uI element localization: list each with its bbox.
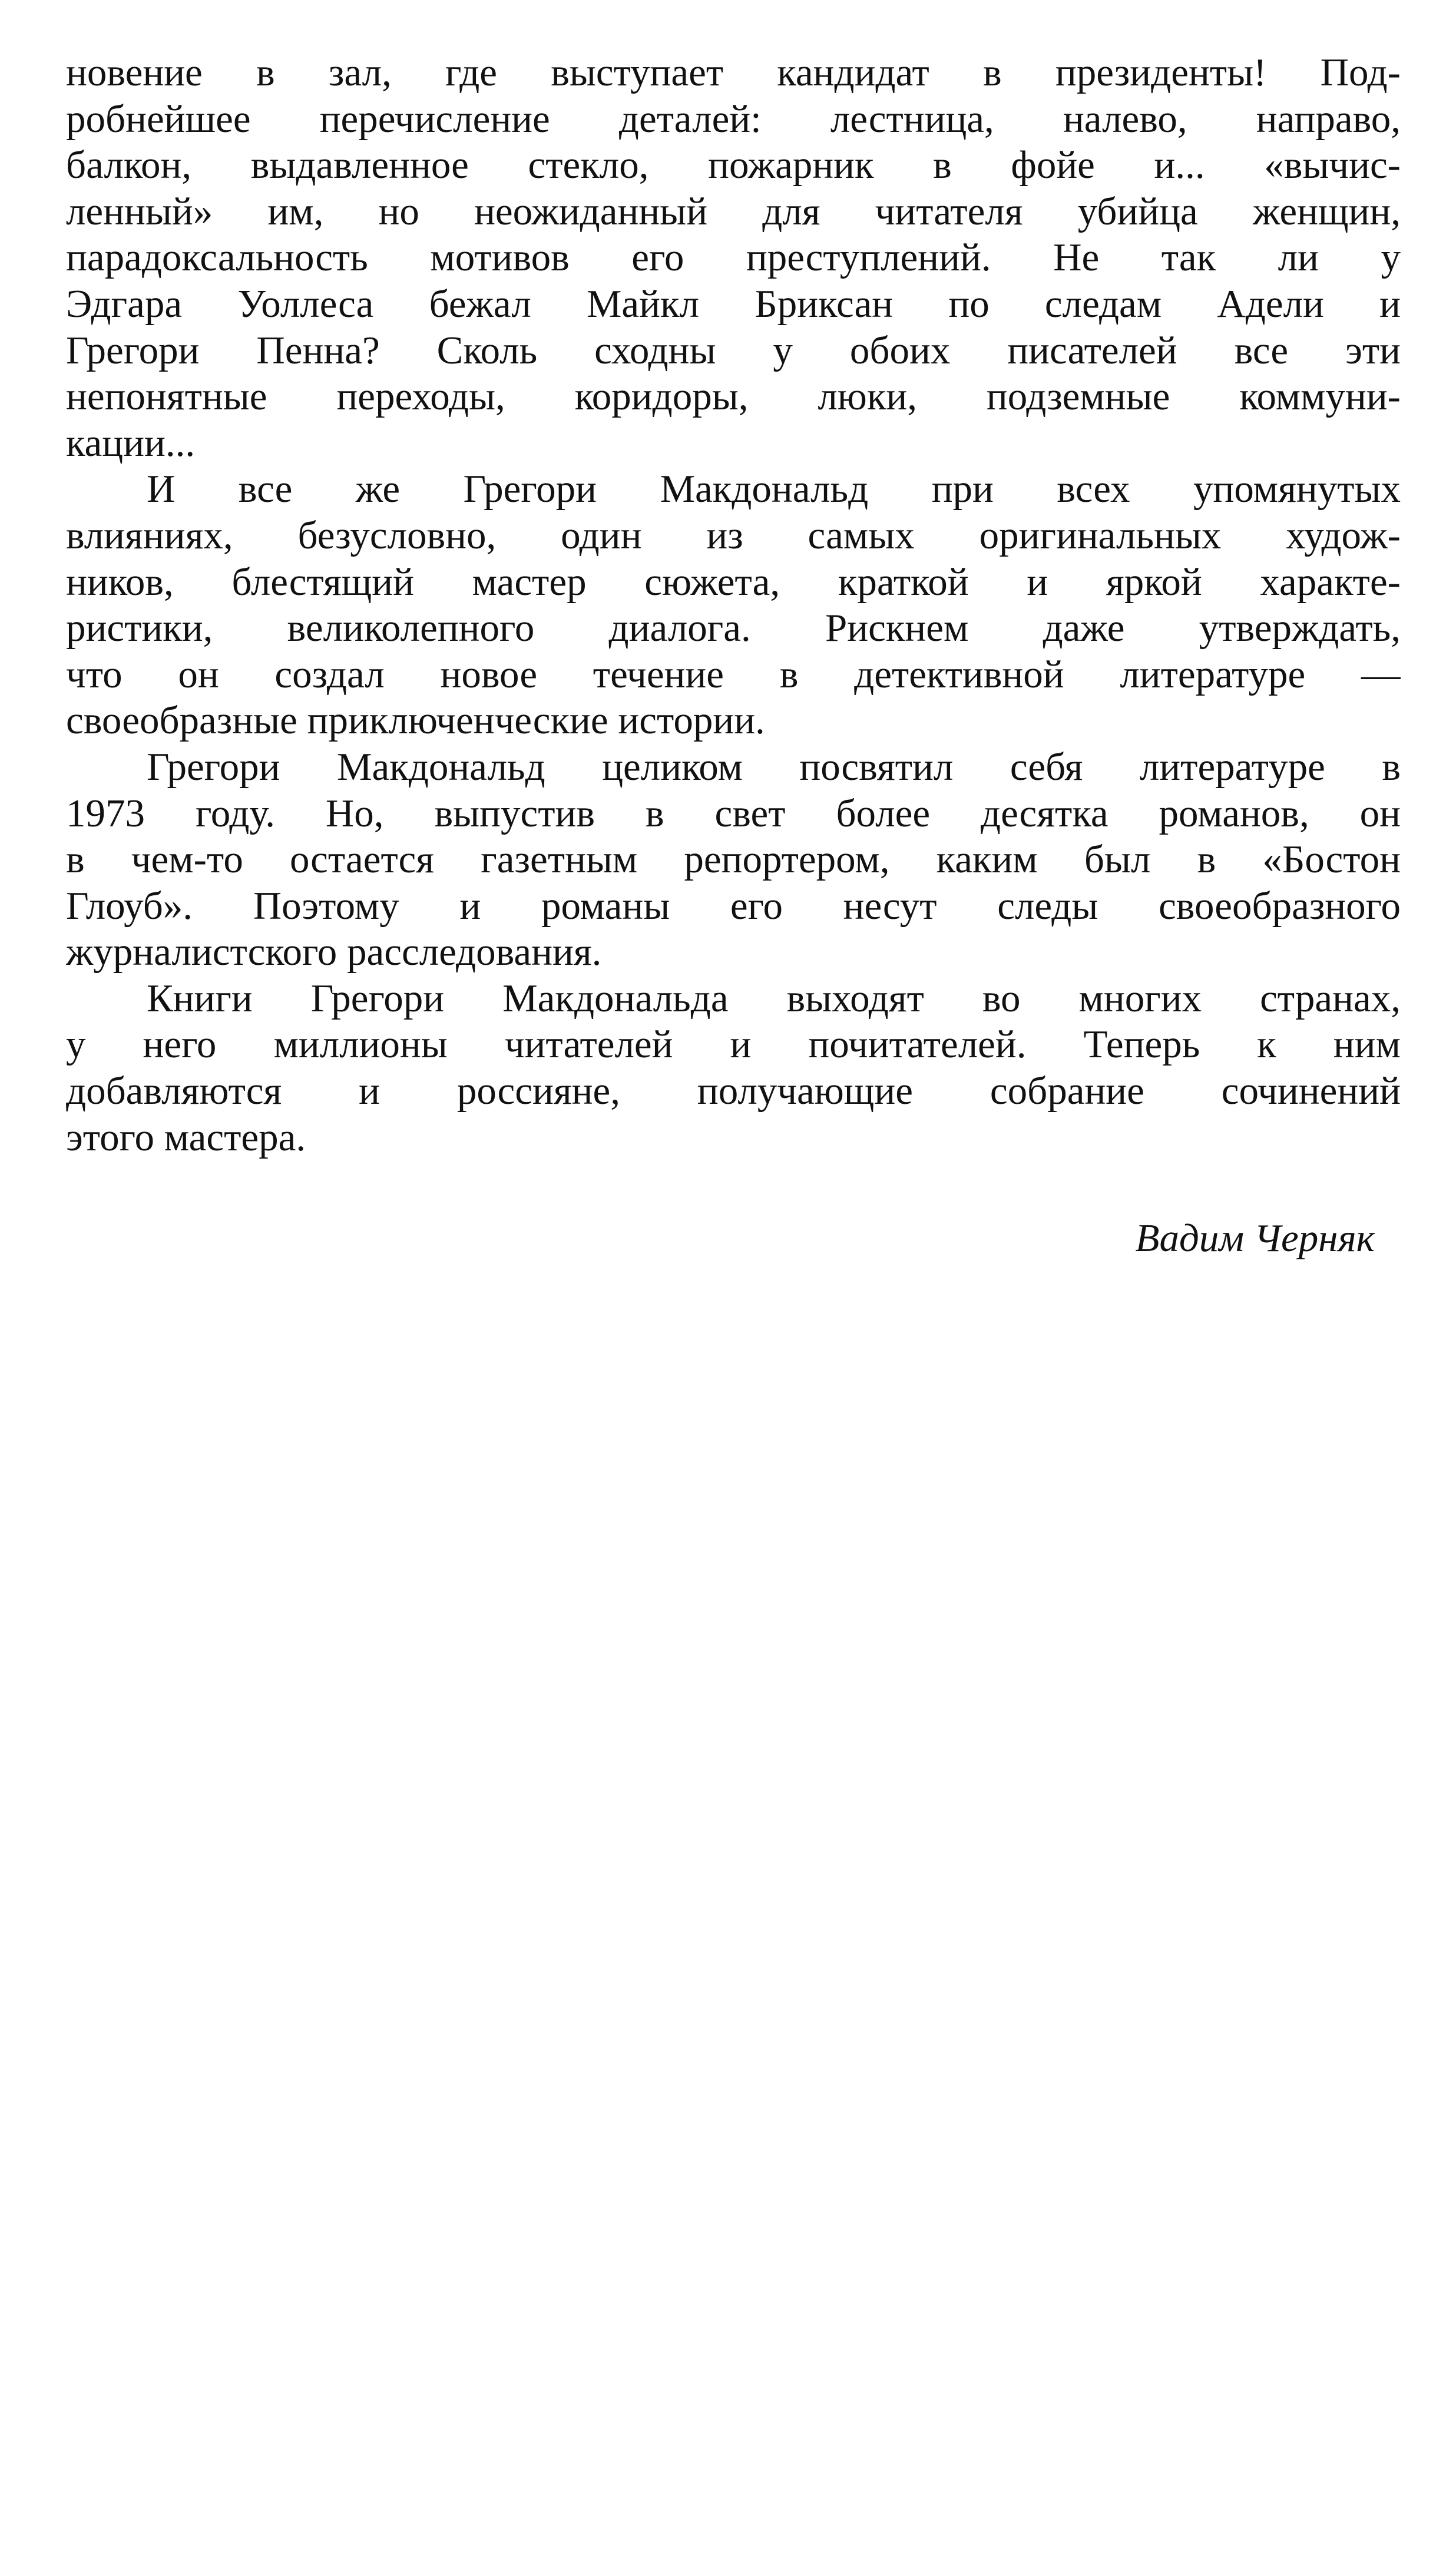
paragraph-1 — [66, 49, 1401, 466]
paragraph-3 — [66, 744, 1401, 975]
text-line: ристики, великолепного диалога. Рискнем даже утверждать, — [66, 606, 1401, 650]
text-line: добавляются и россияне, получающие собрание сочинений — [66, 1069, 1401, 1113]
text-line: влияниях, безусловно, один из самых оригинальных худож- — [66, 513, 1401, 557]
text-line: своеобразные приключенческие истории. — [66, 699, 765, 743]
text-line: парадоксальность мотивов его преступлений. Не так ли у — [66, 236, 1401, 280]
text-line: 1973 году. Но, выпустив в свет более десятка романов, он — [66, 791, 1401, 835]
text-line: Эдгара Уоллеса бежал Майкл Бриксан по следам Адели и — [66, 282, 1401, 326]
text-line: ников, блестящий мастер сюжета, краткой и яркой характе- — [66, 560, 1401, 604]
text-line: робнейшее перечисление деталей: лестница, налево, направо, — [66, 97, 1401, 141]
text-line: новение в зал, где выступает кандидат в президенты! Под- — [66, 51, 1401, 94]
text-line: в чем-то остается газетным репортером, каким был в «Бостон — [66, 838, 1401, 882]
text-line: этого мастера. — [66, 1115, 306, 1159]
article-body — [66, 49, 1401, 1160]
text-line: ленный» им, но неожиданный для читателя убийца женщин, — [66, 189, 1401, 233]
text-line: непонятные переходы, коридоры, люки, подземные коммуни- — [66, 375, 1401, 419]
text-line: Грегори Пенна? Сколь сходны у обоих писателей все эти — [66, 328, 1401, 372]
text-line: балкон, выдавленное стекло, пожарник в фойе и... «вычис- — [66, 143, 1401, 187]
text-line: Глоуб». Поэтому и романы его несут следы своеобразного — [66, 884, 1401, 928]
text-line: Грегори Макдональд целиком посвятил себя литературе в — [147, 745, 1401, 789]
text-line: кации... — [66, 421, 196, 465]
text-line: журналистского расследования. — [66, 930, 602, 974]
author-signature: Вадим Черняк — [1135, 1216, 1375, 1260]
text-line: И все же Грегори Макдональд при всех упомянутых — [147, 467, 1401, 511]
paragraph-4 — [66, 975, 1401, 1160]
text-line: что он создал новое течение в детективной литературе — — [66, 652, 1401, 696]
text-line: у него миллионы читателей и почитателей. Теперь к ним — [66, 1023, 1401, 1067]
text-line: Книги Грегори Макдональда выходят во многих странах, — [147, 976, 1401, 1020]
paragraph-2 — [66, 466, 1401, 744]
